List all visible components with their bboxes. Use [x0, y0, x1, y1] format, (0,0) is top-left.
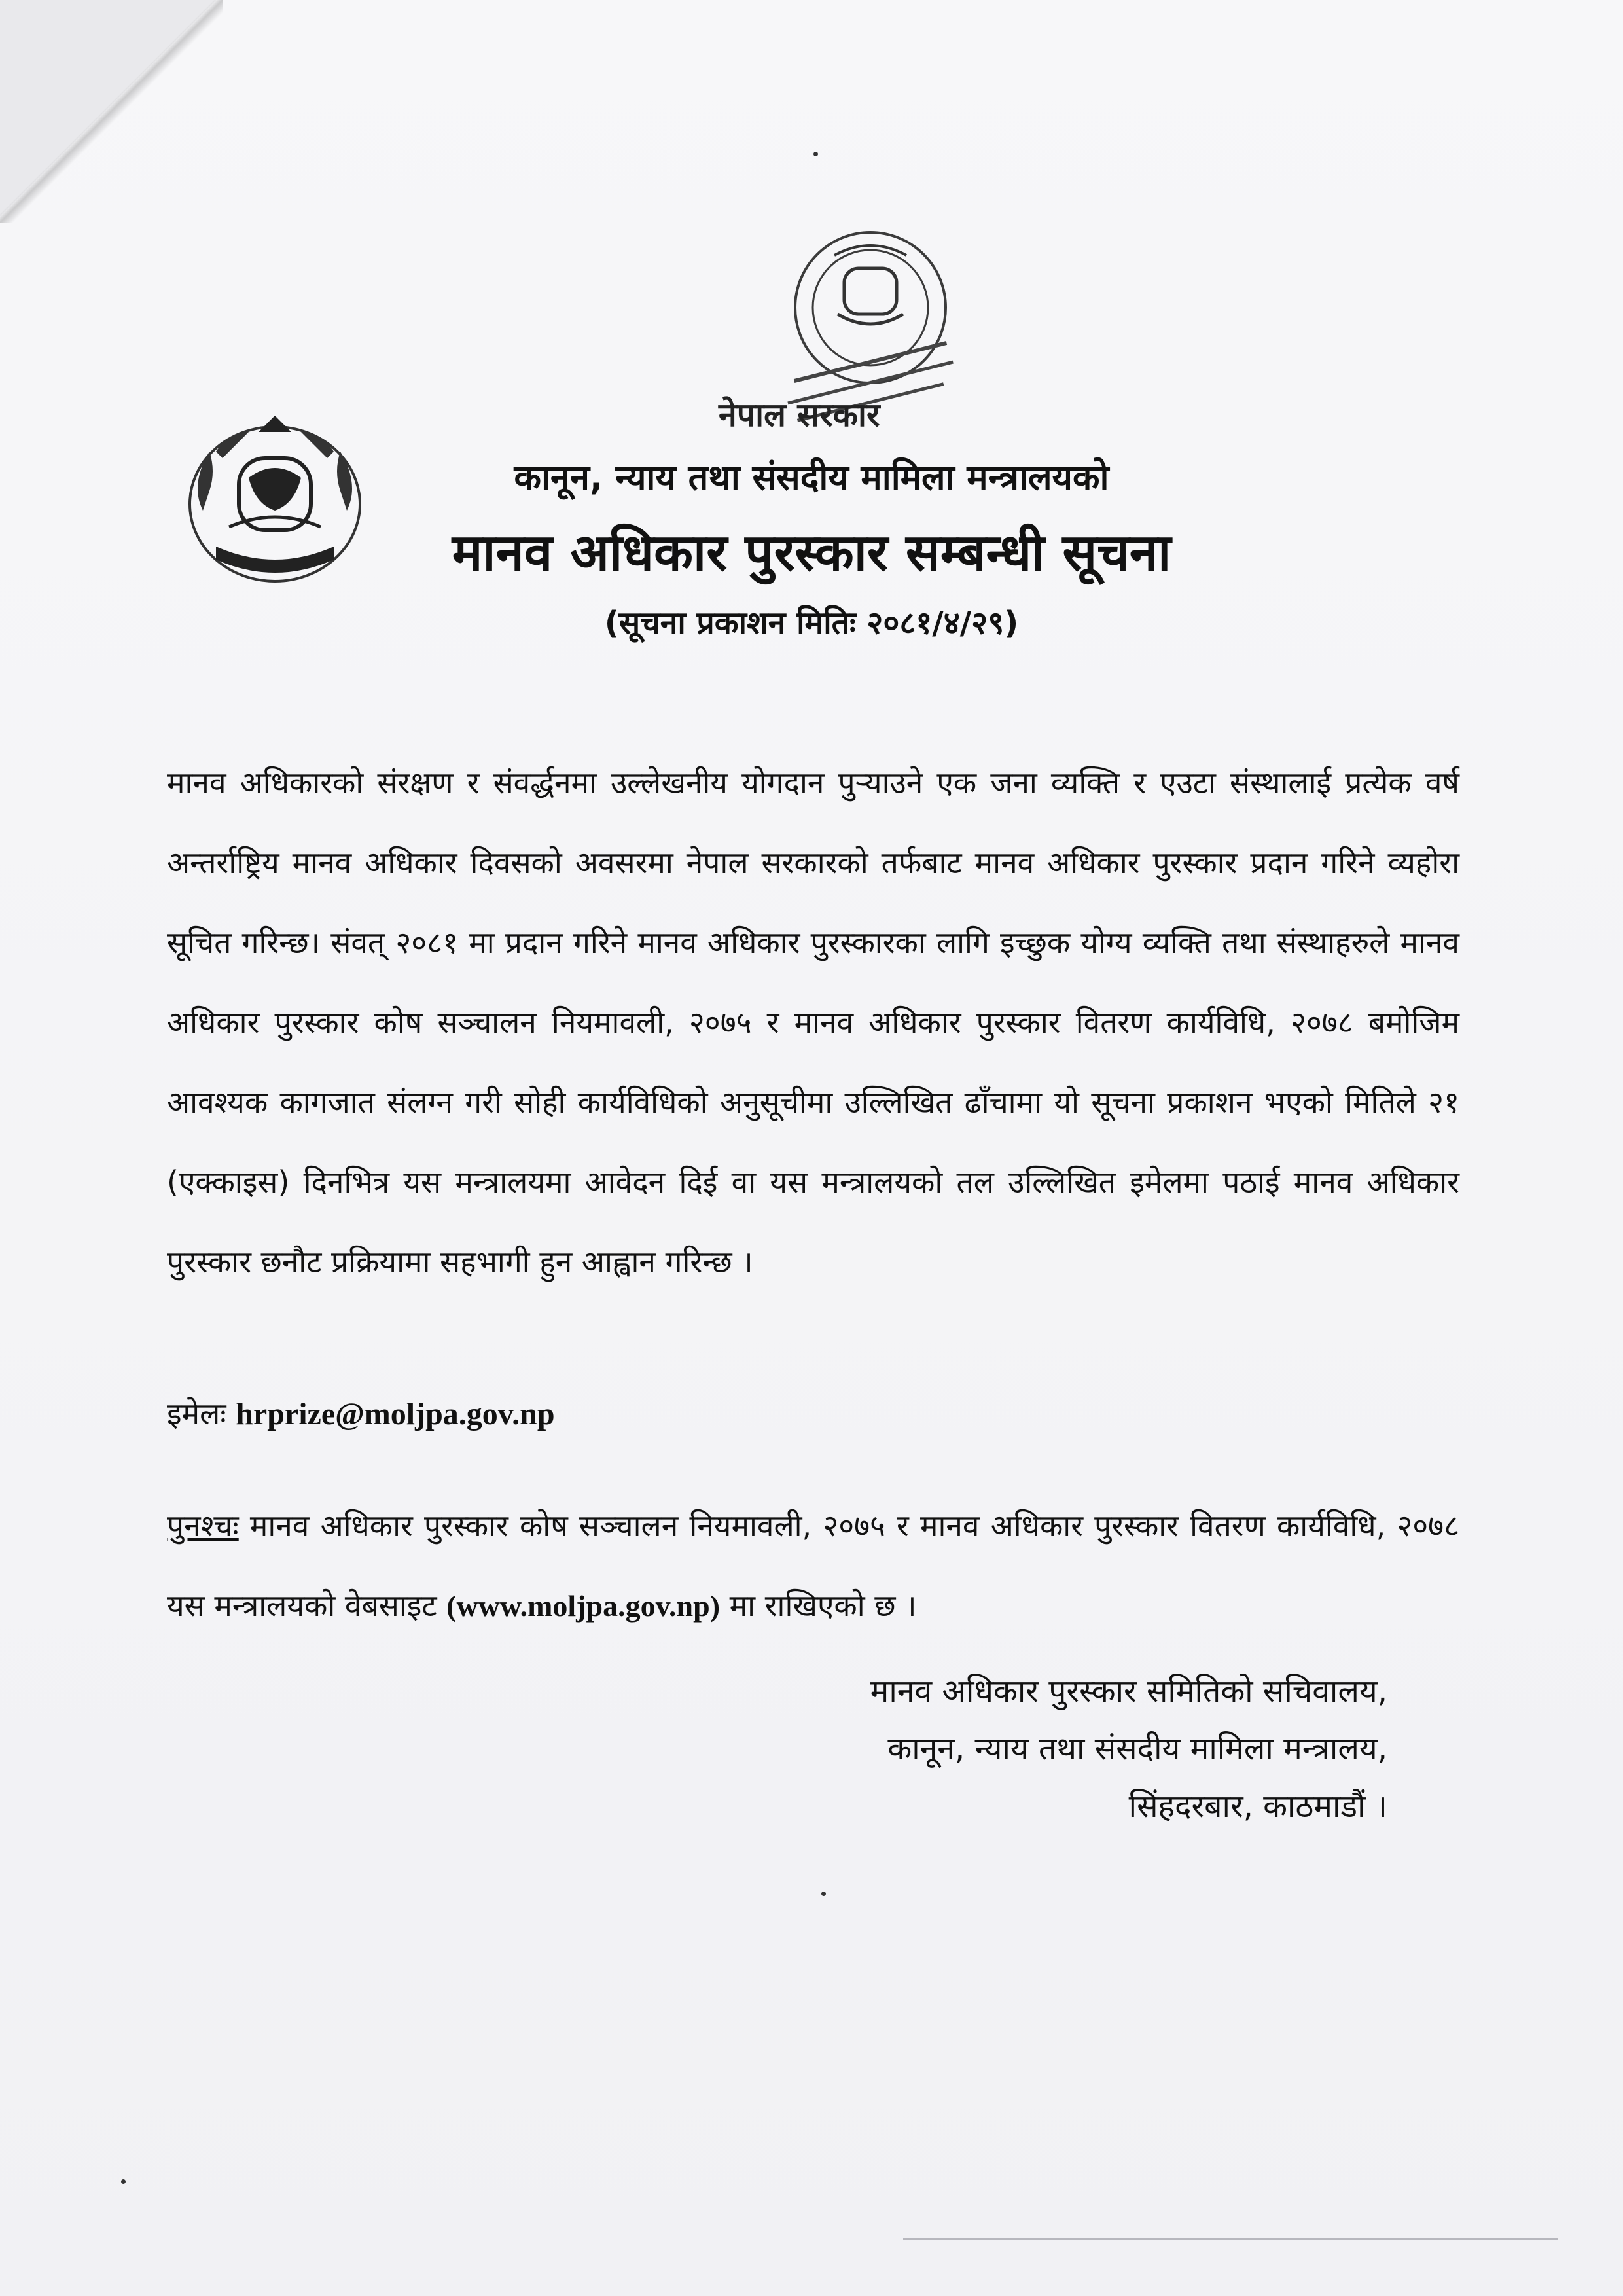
signature-line-2: कानून, न्याय तथा संसदीय मामिला मन्त्रालय, [887, 1731, 1387, 1767]
postscript [167, 1486, 1459, 1646]
notice-body: मानव अधिकारको संरक्षण र संवर्द्धनमा उल्लेखनीय योगदान पुऱ्याउने एक जना व्यक्ति र एउटा संस्थालाई प्रत्येक वर्ष अन्तर्राष्ट्रिय मानव अधिकार दिवसको अवसरमा नेपाल सरकारको तर्फबाट मानव अधिकार पुरस्कार प्रदान गरिने व्यहोरा सूचित गरिन्छ। संवत् २०८१ मा प्रदान गरिने मानव अधिकार पुरस्कारका लागि इच्छुक योग्य व्यक्ति तथा संस्थाहरुले मानव अधिकार पुरस्कार कोष सञ्चालन नियमावली, २०७५ र मानव अधिकार पुरस्कार वितरण कार्यविधि, २०७८ बमोजिम आवश्यक कागजात संलग्न गरी सोही कार्यविधिको अनुसूचीमा उल्लिखित ढाँचामा यो सूचना प्रकाशन भएको मितिले २१ (एक्काइस) दिनभित्र यस मन्त्रालयमा आवेदन दिई वा यस मन्त्रालयको तल उल्लिखित इमेलमा पठाई मानव अधिकार पुरस्कार छनौट प्रक्रियामा सहभागी हुन आह्वान गरिन्छ । [167, 765, 1459, 1280]
publication-date: (सूचना प्रकाशन मितिः २०८१/४/२९) [604, 605, 1019, 641]
signature-block [870, 1662, 1387, 1835]
postscript-label: पुनश्चः [167, 1508, 239, 1543]
signature-line-1: मानव अधिकार पुरस्कार समितिको सचिवालय, [870, 1673, 1387, 1710]
bottom-edge-line [903, 2238, 1558, 2240]
email-address: hrprize@moljpa.gov.np [236, 1397, 555, 1431]
speck [121, 2179, 126, 2184]
postscript-text-end: मा राखिएको छ । [729, 1588, 917, 1623]
postscript-text: मानव अधिकार पुरस्कार कोष सञ्चालन नियमावली, २०७५ र मानव अधिकार पुरस्कार वितरण कार्यविधि, २०७८ यस मन्त्रालयको वेबसाइट [167, 1508, 1459, 1623]
email-label: इमेलः [167, 1396, 226, 1431]
folded-corner-shadow [0, 0, 223, 223]
email-line [167, 1393, 555, 1433]
speck [813, 152, 818, 156]
ministry-heading: कानून, न्याय तथा संसदीय मामिला मन्त्रालयको [514, 457, 1109, 498]
signature-line-3: सिंहदरबार, काठमाडौं । [1128, 1788, 1387, 1825]
website-reference: (www.moljpa.gov.np) [446, 1589, 721, 1623]
speck [821, 1892, 826, 1896]
stamp-overprint-text: नेपाल सरकार [719, 396, 880, 434]
notice-title: मानव अधिकार पुरस्कार सम्बन्धी सूचना [452, 524, 1171, 583]
